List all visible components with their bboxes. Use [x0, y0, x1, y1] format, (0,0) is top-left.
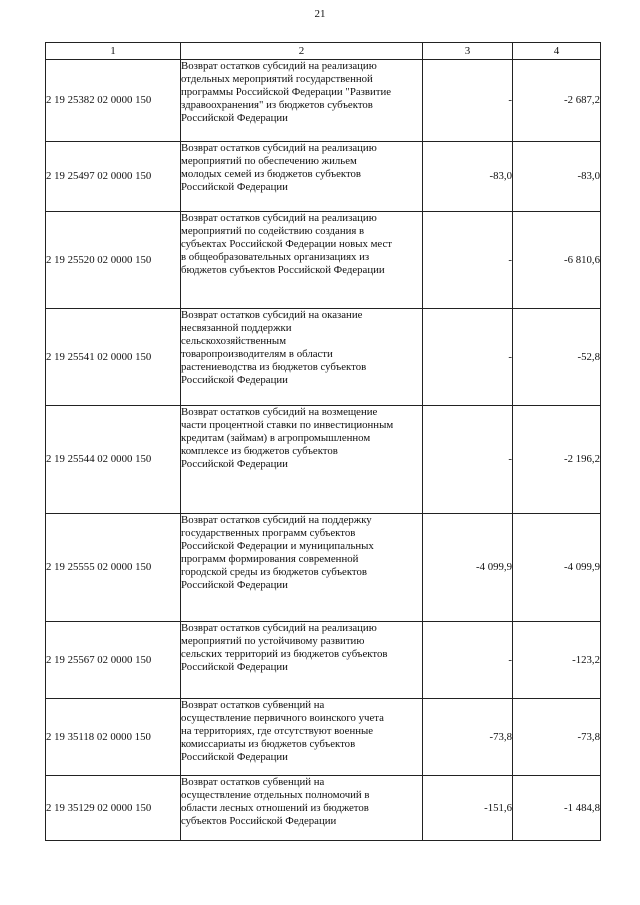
description-line: на территориях, где отсутствуют военные — [181, 725, 374, 737]
value-col-4: -1 484,8 — [513, 776, 601, 841]
description-cell — [181, 776, 423, 841]
description-line: городской среды из бюджетов субъектов — [181, 566, 367, 578]
table-row — [46, 622, 601, 699]
description-line: Российской Федерации — [181, 458, 288, 470]
value-col-4: -6 810,6 — [513, 212, 601, 309]
description-line: осуществление отдельных полномочий в — [181, 789, 370, 801]
value-col-3: -83,0 — [423, 142, 513, 212]
description-line: осуществление первичного воинского учета — [181, 712, 384, 724]
page-number: 21 — [314, 8, 326, 20]
description-line: Возврат остатков субсидий на реализацию — [181, 142, 377, 154]
description-line: Российской Федерации — [181, 579, 288, 591]
description-line: здравоохранения" из бюджетов субъектов — [181, 99, 373, 111]
description-line: субъектов Российской Федерации — [181, 815, 337, 827]
header-col-2: 2 — [181, 43, 423, 60]
description-line: Возврат остатков субсидий на возмещение — [181, 406, 378, 418]
description-line: Возврат остатков субсидий на поддержку — [181, 514, 372, 526]
budget-code: 2 19 35118 02 0000 150 — [46, 699, 181, 776]
header-col-1: 1 — [46, 43, 181, 60]
description-cell — [181, 406, 423, 514]
budget-code: 2 19 25555 02 0000 150 — [46, 514, 181, 622]
value-col-3: - — [423, 309, 513, 406]
budget-code: 2 19 25544 02 0000 150 — [46, 406, 181, 514]
description-line: сельскохозяйственным — [181, 335, 287, 347]
description-line: Возврат остатков субсидий на реализацию — [181, 622, 377, 634]
header-col-4: 4 — [513, 43, 601, 60]
table-header — [46, 43, 601, 60]
value-col-3: -151,6 — [423, 776, 513, 841]
description-line: кредитам (займам) в агропромышленном — [181, 432, 371, 444]
description-line: молодых семей из бюджетов субъектов — [181, 168, 362, 180]
table-body — [46, 60, 601, 841]
description-line: субъектах Российской Федерации новых мест — [181, 238, 392, 250]
description-cell — [181, 60, 423, 142]
description-line: мероприятий по устойчивому развитию — [181, 635, 365, 647]
description-cell — [181, 699, 423, 776]
value-col-4: -4 099,9 — [513, 514, 601, 622]
table-row — [46, 212, 601, 309]
description-line: программ формирования современной — [181, 553, 359, 565]
description-cell — [181, 514, 423, 622]
description-line: Возврат остатков субвенций на — [181, 699, 325, 711]
budget-code: 2 19 25520 02 0000 150 — [46, 212, 181, 309]
budget-code: 2 19 25382 02 0000 150 — [46, 60, 181, 142]
description-line: бюджетов субъектов Российской Федерации — [181, 264, 385, 276]
budget-code: 2 19 25497 02 0000 150 — [46, 142, 181, 212]
budget-table — [45, 42, 601, 841]
description-line: растениеводства из бюджетов субъектов — [181, 361, 367, 373]
value-col-4: -2 196,2 — [513, 406, 601, 514]
description-line: Российской Федерации — [181, 374, 288, 386]
table-row — [46, 309, 601, 406]
description-line: Российской Федерации — [181, 181, 288, 193]
value-col-3: - — [423, 622, 513, 699]
description-line: Возврат остатков субвенций на — [181, 776, 325, 788]
description-line: Возврат остатков субсидий на реализацию — [181, 212, 377, 224]
description-line: Российской Федерации — [181, 751, 288, 763]
value-col-4: -2 687,2 — [513, 60, 601, 142]
header-col-3: 3 — [423, 43, 513, 60]
budget-code: 2 19 25567 02 0000 150 — [46, 622, 181, 699]
description-line: Возврат остатков субсидий на реализацию — [181, 60, 377, 72]
description-cell — [181, 212, 423, 309]
description-line: части процентной ставки по инвестиционным — [181, 419, 394, 431]
value-col-3: - — [423, 60, 513, 142]
description-line: несвязанной поддержки — [181, 322, 292, 334]
header-row — [46, 43, 601, 60]
value-col-3: - — [423, 212, 513, 309]
value-col-4: -83,0 — [513, 142, 601, 212]
value-col-4: -52,8 — [513, 309, 601, 406]
description-line: комиссариаты из бюджетов субъектов — [181, 738, 356, 750]
value-col-3: - — [423, 406, 513, 514]
description-line: Российской Федерации — [181, 112, 288, 124]
value-col-3: -73,8 — [423, 699, 513, 776]
description-line: мероприятий по содействию создания в — [181, 225, 365, 237]
description-cell — [181, 309, 423, 406]
table-row — [46, 699, 601, 776]
table-row — [46, 60, 601, 142]
description-line: сельских территорий из бюджетов субъектов — [181, 648, 388, 660]
description-line: товаропроизводителям в области — [181, 348, 333, 360]
description-line: мероприятий по обеспечению жильем — [181, 155, 357, 167]
value-col-4: -123,2 — [513, 622, 601, 699]
description-line: Возврат остатков субсидий на оказание — [181, 309, 363, 321]
description-line: отдельных мероприятий государственной — [181, 73, 373, 85]
value-col-3: -4 099,9 — [423, 514, 513, 622]
table-row — [46, 142, 601, 212]
table-row — [46, 406, 601, 514]
description-line: программы Российской Федерации "Развитие — [181, 86, 392, 98]
description-line: области лесных отношений из бюджетов — [181, 802, 369, 814]
description-line: Российской Федерации — [181, 661, 288, 673]
description-line: комплексе из бюджетов субъектов — [181, 445, 338, 457]
budget-code: 2 19 25541 02 0000 150 — [46, 309, 181, 406]
table-row — [46, 776, 601, 841]
table-row — [46, 514, 601, 622]
description-line: в общеобразовательных организациях из — [181, 251, 370, 263]
value-col-4: -73,8 — [513, 699, 601, 776]
description-line: государственных программ субъектов — [181, 527, 356, 539]
description-line: Российской Федерации и муниципальных — [181, 540, 374, 552]
description-cell — [181, 622, 423, 699]
description-cell — [181, 142, 423, 212]
budget-code: 2 19 35129 02 0000 150 — [46, 776, 181, 841]
